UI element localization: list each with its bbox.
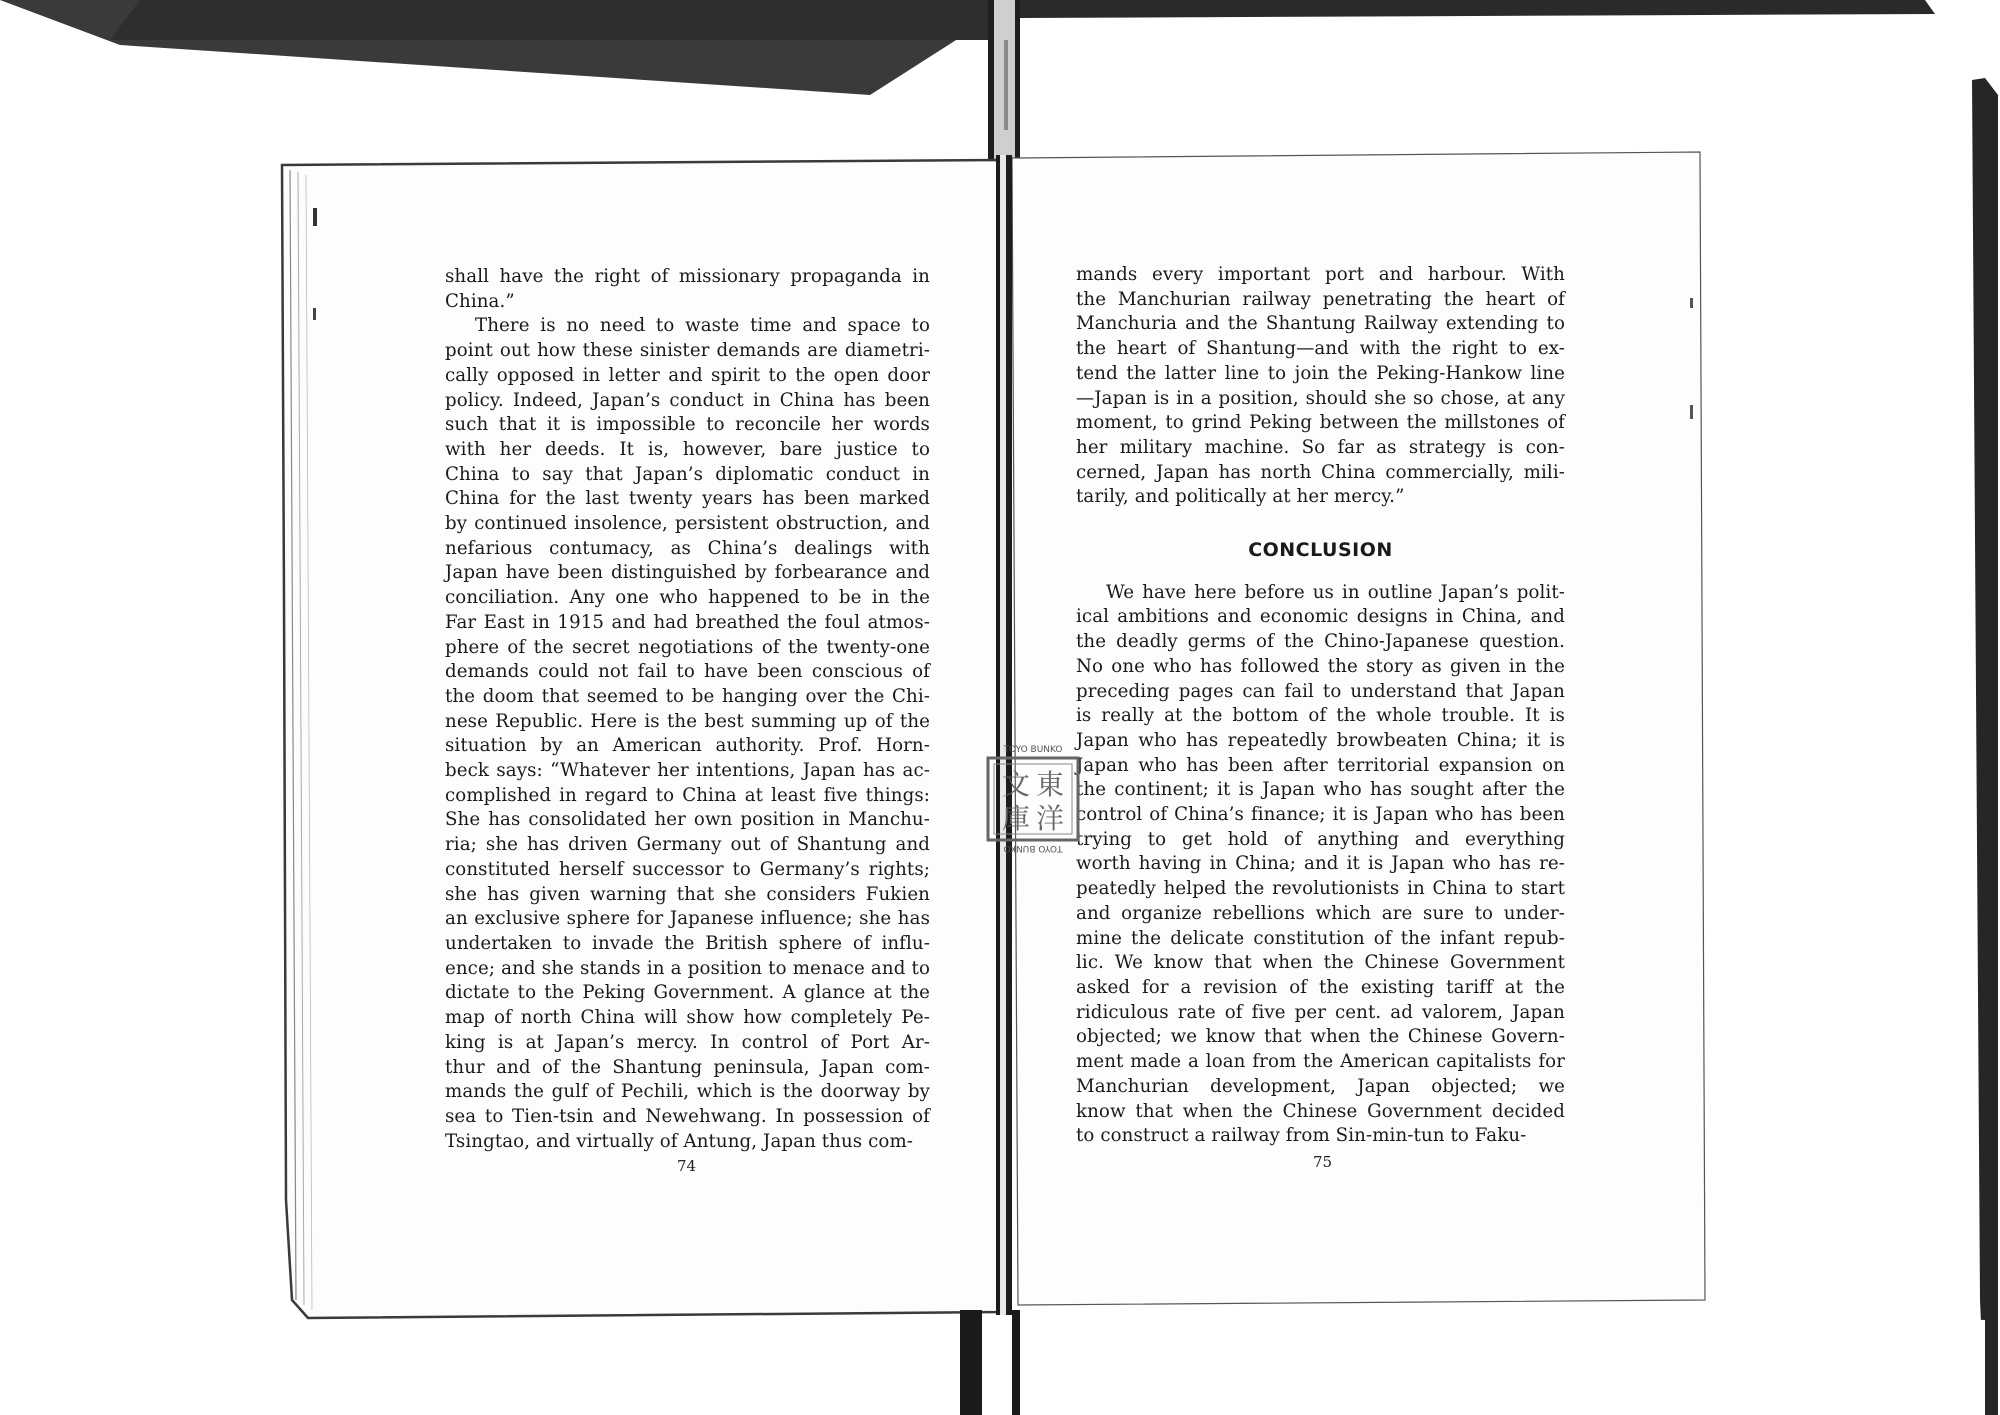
text-line: ment made a loan from the American capitalists for [1076,1051,1565,1073]
text-line: preceding pages can fail to understand that Japan [1076,680,1565,702]
text-line: mands the gulf of Pechili, which is the doorway by [445,1081,930,1103]
text-line: Japan have been distinguished by forbearance and [445,562,930,584]
text-line: such that it is impossible to reconcile her words [445,414,930,436]
text-line: nese Republic. Here is the best summing up of the [445,710,930,732]
text-line: point out how these sinister demands are diametri- [445,340,930,362]
text-line: is really at the bottom of the whole trouble. It is [1076,705,1565,727]
text-line: map of north China will show how completely Pe- [445,1007,930,1029]
text-line: constituted herself successor to Germany’s rights; [445,858,930,880]
text-line: to construct a railway from Sin-min-tun to Faku- [1076,1125,1527,1147]
text-line: lic. We know that when the Chinese Government [1076,952,1565,974]
text-line: mine the delicate constitution of the infant repub- [1076,927,1565,949]
library-stamp [978,742,1088,862]
text-line: an exclusive sphere for Japanese influence; she has [445,908,930,930]
text-line: mands every important port and harbour. With [1076,264,1565,285]
text-line: she has given warning that she considers Fukien [445,883,930,905]
text-line: thur and of the Shantung peninsula, Japan com- [445,1056,930,1078]
stamp-glyph-4: 庫 [1001,802,1031,835]
text-line: and organize rebellions which are sure to under- [1076,902,1565,924]
text-line: —Japan is in a position, should she so chose, at any [1076,387,1565,409]
section-heading: CONCLUSION [1248,539,1393,562]
text-line: China for the last twenty years has been marked [445,488,930,510]
text-line: peatedly helped the revolutionists in China to start [1076,878,1565,900]
text-line: China.” [445,290,515,312]
text-line: tarily, and politically at her mercy.” [1076,486,1405,508]
text-line: control of China’s finance; it is Japan who has been [1076,804,1565,826]
stamp-glyph-2: 洋 [1035,802,1065,835]
right-page-number: 75 [1313,1153,1333,1171]
text-line: dictate to the Peking Government. A glance at the [445,982,930,1004]
stamp-text-bottom: TOYO BUNKO [1003,843,1063,853]
text-line: the Manchurian railway penetrating the heart of [1076,288,1565,310]
text-line: complished in regard to China at least five things: [445,784,930,806]
text-line: cally opposed in letter and spirit to the open door [445,364,930,386]
right-page-text [1076,263,1565,1149]
text-line: trying to get hold of anything and everything [1076,828,1565,850]
book-cover-edge-right [1972,78,1998,1415]
stamp-glyph-1: 東 [1035,768,1065,801]
text-line: the deadly germs of the Chino-Japanese question. [1076,631,1565,653]
left-page-text [445,265,930,1154]
text-line: the continent; it is Japan who has sought after the [1076,779,1565,801]
text-line: demands could not fail to have been conscious of [445,661,930,683]
text-line: Tsingtao, and virtually of Antung, Japan thus com- [445,1130,914,1152]
text-line: No one who has followed the story as given in the [1076,655,1565,677]
text-line: moment, to grind Peking between the millstones of [1076,412,1565,434]
text-line: cerned, Japan has north China commercially, mili- [1076,461,1565,483]
text-line: worth having in China; and it is Japan who has re- [1076,853,1565,875]
text-line: the doom that seemed to be hanging over the Chi- [445,685,930,707]
text-line: Japan who has repeatedly browbeaten China; it is [1076,729,1565,751]
text-line: her military machine. So far as strategy is con- [1076,436,1565,458]
text-line: ridiculous rate of five per cent. ad valorem, Japan [1076,1001,1565,1023]
ribbon-bookmark [960,1310,982,1415]
stamp-text-top: TOYO BUNKO [1003,745,1063,755]
text-line: Far East in 1915 and had breathed the foul atmos- [445,611,930,633]
text-line: policy. Indeed, Japan’s conduct in China has been [445,389,930,411]
text-line: She has consolidated her own position in Manchu- [445,809,930,831]
text-line: Manchurian development, Japan objected; we [1076,1075,1565,1097]
text-line: tend the latter line to join the Peking-Hankow line [1076,362,1565,384]
left-page-number: 74 [677,1157,697,1175]
text-line: China to say that Japan’s diplomatic conduct in [445,463,930,485]
text-line: shall have the right of missionary propaganda in [445,266,930,287]
text-line: objected; we know that when the Chinese Govern- [1076,1026,1565,1048]
text-line: ical ambitions and economic designs in China, and [1076,606,1565,628]
text-line: situation by an American authority. Prof. Horn- [445,735,930,757]
text-line: know that when the Chinese Government decided [1076,1100,1565,1122]
text-line: Japan who has been after territorial expansion on [1076,754,1565,776]
text-line: the heart of Shantung—and with the right to ex- [1076,338,1565,360]
text-line: undertaken to invade the British sphere of influ- [445,932,930,954]
text-line: conciliation. Any one who happened to be in the [445,587,930,609]
text-line: asked for a revision of the existing tariff at the [1076,976,1565,998]
text-line: beck says: “Whatever her intentions, Japan has ac- [445,760,930,782]
text-line: phere of the secret negotiations of the twenty-one [445,636,930,658]
text-line: with her deeds. It is, however, bare justice to [445,438,930,460]
text-line: There is no need to waste time and space to [475,315,930,337]
stamp-glyph-3: 文 [1001,768,1031,801]
book-cover-edge-top-right [1015,0,1935,18]
text-line: Manchuria and the Shantung Railway extending to [1076,313,1565,335]
text-line: ence; and she stands in a position to menace and to [445,957,930,979]
text-line: king is at Japan’s mercy. In control of Port Ar- [445,1031,930,1053]
text-line: by continued insolence, persistent obstruction, and [445,513,930,535]
text-line: ria; she has driven Germany out of Shantung and [445,834,930,856]
text-line: We have here before us in outline Japan’s polit- [1106,581,1565,603]
text-line: nefarious contumacy, as China’s dealings with [445,537,930,559]
text-line: sea to Tien-tsin and Newehwang. In possession of [445,1105,930,1127]
